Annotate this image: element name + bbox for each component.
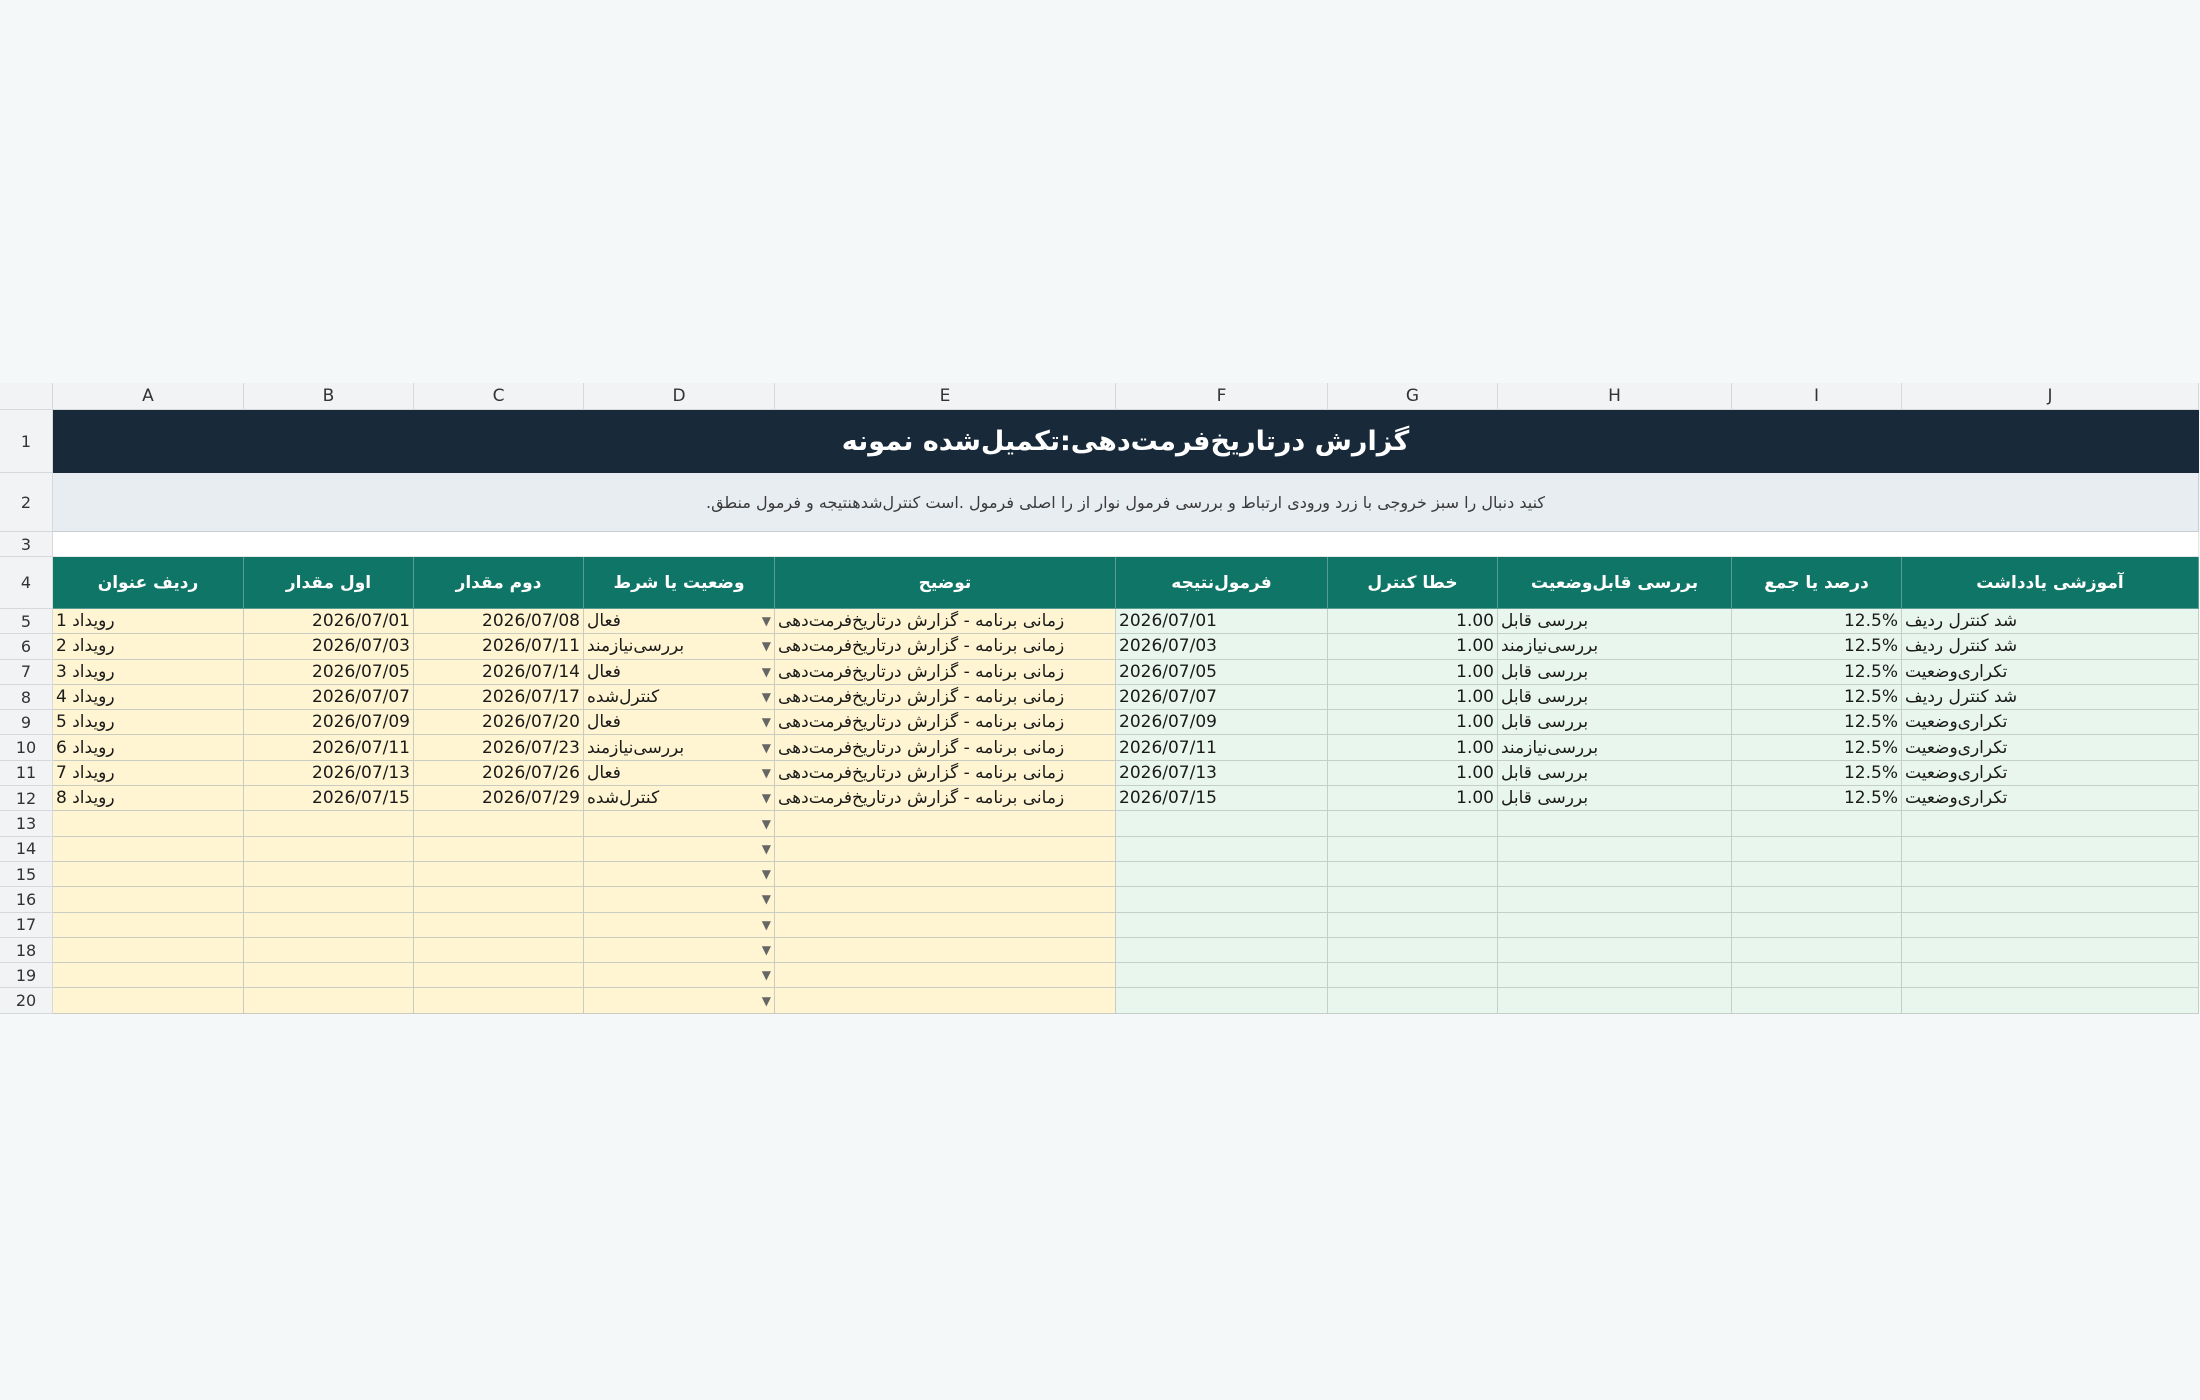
status-dropdown-cell[interactable] [584, 963, 775, 988]
table-cell[interactable]: 2026/07/05 [1116, 660, 1328, 685]
table-cell[interactable] [1328, 811, 1498, 836]
table-cell[interactable] [775, 988, 1116, 1013]
table-cell[interactable] [1732, 887, 1902, 912]
table-cell[interactable] [1328, 862, 1498, 887]
column-header-i[interactable]: I [1732, 383, 1902, 410]
table-cell[interactable]: تکراری‌وضعیت [1902, 660, 2199, 685]
table-cell[interactable]: 2026/07/08 [414, 609, 584, 634]
row-header-10[interactable]: 10 [0, 735, 53, 760]
row-header-5[interactable]: 5 [0, 609, 53, 634]
row-header-2[interactable]: 2 [0, 473, 53, 532]
row-header-7[interactable]: 7 [0, 660, 53, 685]
table-cell[interactable]: 2026/07/05 [244, 660, 414, 685]
table-cell[interactable]: 1.00 [1328, 710, 1498, 735]
status-value: بررسی‌نیازمند [587, 737, 685, 758]
table-cell[interactable] [1116, 837, 1328, 862]
column-header-j[interactable]: J [1902, 383, 2199, 410]
table-cell[interactable]: 2026/07/09 [1116, 710, 1328, 735]
table-cell[interactable]: 12.5% [1732, 761, 1902, 786]
table-cell[interactable]: بررسی‌نیازمند [1498, 634, 1732, 659]
table-cell[interactable]: 1.00 [1328, 685, 1498, 710]
table-cell[interactable]: 2026/07/20 [414, 710, 584, 735]
row-header-12[interactable]: 12 [0, 786, 53, 811]
table-cell[interactable] [244, 837, 414, 862]
table-cell[interactable]: زمانی برنامه - گزارش درتاریخ‌فرمت‌دهی [775, 735, 1116, 760]
dropdown-arrow-icon[interactable]: ▼ [761, 765, 771, 780]
status-value: فعال [587, 661, 621, 682]
table-cell[interactable]: 7 رویداد [53, 761, 244, 786]
table-cell[interactable] [1328, 887, 1498, 912]
row-header-8[interactable]: 8 [0, 685, 53, 710]
row-header-13[interactable]: 13 [0, 811, 53, 836]
status-dropdown-cell[interactable] [584, 837, 775, 862]
table-cell[interactable] [775, 963, 1116, 988]
status-value: بررسی‌نیازمند [587, 636, 685, 657]
select-all-corner[interactable] [0, 383, 53, 410]
table-cell[interactable] [1902, 938, 2199, 963]
status-dropdown-cell[interactable] [584, 887, 775, 912]
table-cell[interactable] [414, 837, 584, 862]
status-dropdown-cell[interactable] [584, 685, 775, 710]
table-cell[interactable] [53, 837, 244, 862]
table-cell[interactable]: 2026/07/13 [244, 761, 414, 786]
table-cell[interactable]: 2026/07/11 [244, 735, 414, 760]
column-header-d[interactable]: D [584, 383, 775, 410]
table-cell[interactable] [775, 862, 1116, 887]
dropdown-arrow-icon[interactable]: ▼ [761, 943, 771, 957]
table-cell[interactable] [414, 963, 584, 988]
table-cell[interactable]: 1 رویداد [53, 609, 244, 634]
row-header-11[interactable]: 11 [0, 761, 53, 786]
table-cell[interactable]: زمانی برنامه - گزارش درتاریخ‌فرمت‌دهی [775, 660, 1116, 685]
table-cell[interactable] [1498, 938, 1732, 963]
row-header-16[interactable]: 16 [0, 887, 53, 912]
table-cell[interactable]: 1.00 [1328, 634, 1498, 659]
table-cell[interactable] [53, 963, 244, 988]
table-cell[interactable]: زمانی برنامه - گزارش درتاریخ‌فرمت‌دهی [775, 761, 1116, 786]
table-cell[interactable] [244, 988, 414, 1013]
table-cell[interactable]: بررسی قابل [1498, 710, 1732, 735]
table-cell[interactable]: 12.5% [1732, 735, 1902, 760]
table-cell[interactable] [775, 938, 1116, 963]
table-cell[interactable]: 5 رویداد [53, 710, 244, 735]
table-cell[interactable] [1328, 963, 1498, 988]
dropdown-arrow-icon[interactable]: ▼ [761, 639, 771, 654]
column-title-h[interactable]: بررسی قابل‌وضعیت [1498, 557, 1732, 609]
table-cell[interactable] [414, 988, 584, 1013]
status-dropdown-cell[interactable] [584, 811, 775, 836]
status-dropdown-cell[interactable] [584, 735, 775, 760]
table-cell[interactable] [1116, 988, 1328, 1013]
dropdown-arrow-icon[interactable]: ▼ [761, 816, 771, 831]
table-cell[interactable] [1328, 938, 1498, 963]
table-cell[interactable]: 2026/07/29 [414, 786, 584, 811]
table-cell[interactable]: تکراری‌وضعیت [1902, 761, 2199, 786]
table-cell[interactable] [1498, 963, 1732, 988]
table-cell[interactable]: 2026/07/13 [1116, 761, 1328, 786]
table-cell[interactable] [1902, 837, 2199, 862]
table-cell[interactable] [244, 887, 414, 912]
status-value: کنترل‌شده [587, 788, 660, 809]
table-cell[interactable]: تکراری‌وضعیت [1902, 710, 2199, 735]
table-cell[interactable]: 2026/07/11 [1116, 735, 1328, 760]
table-cell[interactable] [1732, 913, 1902, 938]
dropdown-arrow-icon[interactable]: ▼ [761, 614, 771, 629]
table-cell[interactable]: 2026/07/26 [414, 761, 584, 786]
column-title-a[interactable]: ردیف عنوان [53, 557, 244, 609]
column-header-h[interactable]: H [1498, 383, 1732, 410]
table-cell[interactable]: شد کنترل ردیف [1902, 609, 2199, 634]
table-cell[interactable]: 1.00 [1328, 660, 1498, 685]
table-cell[interactable] [775, 887, 1116, 912]
dropdown-arrow-icon[interactable]: ▼ [761, 917, 771, 932]
table-cell[interactable] [1328, 988, 1498, 1013]
table-cell[interactable] [53, 988, 244, 1013]
table-cell[interactable]: 8 رویداد [53, 786, 244, 811]
row-header-3[interactable]: 3 [0, 532, 53, 557]
dropdown-arrow-icon[interactable]: ▼ [761, 690, 771, 705]
table-cell[interactable]: 2026/07/07 [244, 685, 414, 710]
table-cell[interactable]: بررسی قابل [1498, 609, 1732, 634]
table-cell[interactable]: 2026/07/23 [414, 735, 584, 760]
sheet-title[interactable]: گزارش درتاریخ‌فرمت‌دهی:تکمیل‌شده نمونه [53, 410, 2199, 473]
status-dropdown-cell[interactable] [584, 710, 775, 735]
table-cell[interactable] [244, 862, 414, 887]
row-header-1[interactable]: 1 [0, 410, 53, 473]
table-cell[interactable]: 12.5% [1732, 660, 1902, 685]
table-cell[interactable]: 2026/07/11 [414, 634, 584, 659]
blank-row[interactable] [53, 532, 2199, 557]
status-value: کنترل‌شده [587, 687, 660, 708]
column-header-f[interactable]: F [1116, 383, 1328, 410]
table-cell[interactable]: شد کنترل ردیف [1902, 685, 2199, 710]
table-cell[interactable] [1498, 988, 1732, 1013]
status-dropdown-cell[interactable] [584, 761, 775, 786]
column-header-b[interactable]: B [244, 383, 414, 410]
row-header-19[interactable]: 19 [0, 963, 53, 988]
status-dropdown-cell[interactable] [584, 609, 775, 634]
row-header-15[interactable]: 15 [0, 862, 53, 887]
table-cell[interactable] [1116, 811, 1328, 836]
table-cell[interactable] [1902, 887, 2199, 912]
table-cell[interactable]: 2026/07/03 [1116, 634, 1328, 659]
column-header-e[interactable]: E [775, 383, 1116, 410]
column-title-d[interactable]: وضعیت یا شرط [584, 557, 775, 609]
table-cell[interactable]: 2026/07/03 [244, 634, 414, 659]
row-header-9[interactable]: 9 [0, 710, 53, 735]
table-cell[interactable]: 1.00 [1328, 735, 1498, 760]
table-cell[interactable] [244, 811, 414, 836]
table-cell[interactable] [1116, 963, 1328, 988]
row-header-17[interactable]: 17 [0, 913, 53, 938]
table-cell[interactable]: 12.5% [1732, 786, 1902, 811]
table-cell[interactable] [53, 862, 244, 887]
table-cell[interactable]: بررسی قابل [1498, 660, 1732, 685]
dropdown-arrow-icon[interactable]: ▼ [761, 892, 771, 907]
column-title-j[interactable]: آموزشی یادداشت [1902, 557, 2199, 609]
table-cell[interactable]: تکراری‌وضعیت [1902, 786, 2199, 811]
table-cell[interactable] [1902, 963, 2199, 988]
table-cell[interactable] [1732, 811, 1902, 836]
table-cell[interactable] [414, 862, 584, 887]
status-value: فعال [587, 712, 621, 733]
status-value: فعال [587, 762, 621, 783]
table-cell[interactable] [414, 938, 584, 963]
row-header-20[interactable]: 20 [0, 988, 53, 1013]
column-title-b[interactable]: اول مقدار [244, 557, 414, 609]
dropdown-arrow-icon[interactable]: ▼ [761, 664, 771, 679]
table-cell[interactable] [1328, 837, 1498, 862]
table-cell[interactable]: شد کنترل ردیف [1902, 634, 2199, 659]
table-cell[interactable] [1902, 913, 2199, 938]
row-header-14[interactable]: 14 [0, 837, 53, 862]
table-cell[interactable]: 12.5% [1732, 710, 1902, 735]
spreadsheet-grid [0, 383, 2199, 1014]
table-cell[interactable] [1732, 938, 1902, 963]
table-cell[interactable]: 2026/07/01 [1116, 609, 1328, 634]
table-cell[interactable]: زمانی برنامه - گزارش درتاریخ‌فرمت‌دهی [775, 710, 1116, 735]
sheet-instructions[interactable]: .کنید دنبال را سبز خروجی با زرد ورودی ارتباط و بررسی فرمول نوار از را اصلی فرمول .است کنترل‌شدهنتیجه و فرمول منطق [53, 473, 2199, 532]
table-cell[interactable] [1498, 837, 1732, 862]
column-header-a[interactable]: A [53, 383, 244, 410]
status-value: فعال [587, 611, 621, 632]
table-cell[interactable] [1498, 887, 1732, 912]
table-cell[interactable] [1498, 862, 1732, 887]
column-title-g[interactable]: خطا کنترل [1328, 557, 1498, 609]
status-dropdown-cell[interactable] [584, 660, 775, 685]
column-header-c[interactable]: C [414, 383, 584, 410]
dropdown-arrow-icon[interactable]: ▼ [761, 993, 771, 1008]
dropdown-arrow-icon[interactable]: ▼ [761, 740, 771, 755]
table-cell[interactable] [1116, 938, 1328, 963]
status-dropdown-cell[interactable] [584, 988, 775, 1013]
row-header-4[interactable]: 4 [0, 557, 53, 609]
table-cell[interactable] [1116, 913, 1328, 938]
column-title-f[interactable]: فرمول‌نتیجه [1116, 557, 1328, 609]
status-dropdown-cell[interactable] [584, 938, 775, 963]
column-header-g[interactable]: G [1328, 383, 1498, 410]
table-cell[interactable]: 2026/07/15 [244, 786, 414, 811]
status-dropdown-cell[interactable] [584, 634, 775, 659]
table-cell[interactable]: بررسی قابل [1498, 685, 1732, 710]
table-cell[interactable] [414, 887, 584, 912]
table-cell[interactable]: 2026/07/07 [1116, 685, 1328, 710]
status-dropdown-cell[interactable] [584, 913, 775, 938]
table-cell[interactable] [1498, 913, 1732, 938]
dropdown-arrow-icon[interactable]: ▼ [761, 867, 771, 882]
status-dropdown-cell[interactable] [584, 862, 775, 887]
column-title-i[interactable]: درصد یا جمع [1732, 557, 1902, 609]
table-cell[interactable] [775, 811, 1116, 836]
table-cell[interactable]: زمانی برنامه - گزارش درتاریخ‌فرمت‌دهی [775, 786, 1116, 811]
table-cell[interactable] [1902, 988, 2199, 1013]
table-cell[interactable]: بررسی قابل [1498, 761, 1732, 786]
table-cell[interactable]: زمانی برنامه - گزارش درتاریخ‌فرمت‌دهی [775, 685, 1116, 710]
table-cell[interactable] [414, 913, 584, 938]
column-title-c[interactable]: دوم مقدار [414, 557, 584, 609]
table-cell[interactable] [1498, 811, 1732, 836]
table-cell[interactable]: بررسی قابل [1498, 786, 1732, 811]
table-cell[interactable] [1902, 862, 2199, 887]
dropdown-arrow-icon[interactable]: ▼ [761, 715, 771, 730]
table-cell[interactable]: 2026/07/17 [414, 685, 584, 710]
dropdown-arrow-icon[interactable]: ▼ [761, 791, 771, 806]
table-cell[interactable] [53, 887, 244, 912]
table-cell[interactable]: 2026/07/01 [244, 609, 414, 634]
table-cell[interactable]: زمانی برنامه - گزارش درتاریخ‌فرمت‌دهی [775, 609, 1116, 634]
row-header-18[interactable]: 18 [0, 938, 53, 963]
table-cell[interactable] [244, 938, 414, 963]
table-cell[interactable]: 1.00 [1328, 786, 1498, 811]
table-cell[interactable]: 6 رویداد [53, 735, 244, 760]
table-cell[interactable] [775, 913, 1116, 938]
table-cell[interactable]: 12.5% [1732, 634, 1902, 659]
table-cell[interactable]: 1.00 [1328, 609, 1498, 634]
table-cell[interactable]: زمانی برنامه - گزارش درتاریخ‌فرمت‌دهی [775, 634, 1116, 659]
table-cell[interactable] [1732, 862, 1902, 887]
table-cell[interactable] [414, 811, 584, 836]
table-cell[interactable] [1732, 988, 1902, 1013]
table-cell[interactable] [1116, 887, 1328, 912]
column-title-e[interactable]: توضیح [775, 557, 1116, 609]
table-cell[interactable]: بررسی‌نیازمند [1498, 735, 1732, 760]
dropdown-arrow-icon[interactable]: ▼ [761, 841, 771, 856]
table-cell[interactable] [775, 837, 1116, 862]
table-cell[interactable]: 2026/07/15 [1116, 786, 1328, 811]
table-cell[interactable] [1732, 837, 1902, 862]
table-cell[interactable]: تکراری‌وضعیت [1902, 735, 2199, 760]
table-cell[interactable]: 2026/07/09 [244, 710, 414, 735]
table-cell[interactable]: 2 رویداد [53, 634, 244, 659]
table-cell[interactable] [53, 913, 244, 938]
table-cell[interactable] [1328, 913, 1498, 938]
status-dropdown-cell[interactable] [584, 786, 775, 811]
table-cell[interactable]: 2026/07/14 [414, 660, 584, 685]
table-cell[interactable] [1116, 862, 1328, 887]
table-cell[interactable]: 12.5% [1732, 685, 1902, 710]
table-cell[interactable] [1902, 811, 2199, 836]
table-cell[interactable] [244, 913, 414, 938]
table-cell[interactable] [53, 938, 244, 963]
table-cell[interactable] [1732, 963, 1902, 988]
table-cell[interactable] [53, 811, 244, 836]
dropdown-arrow-icon[interactable]: ▼ [761, 968, 771, 983]
row-header-6[interactable]: 6 [0, 634, 53, 659]
table-cell[interactable]: 4 رویداد [53, 685, 244, 710]
table-cell[interactable]: 12.5% [1732, 609, 1902, 634]
table-cell[interactable]: 1.00 [1328, 761, 1498, 786]
table-cell[interactable] [244, 963, 414, 988]
table-cell[interactable]: 3 رویداد [53, 660, 244, 685]
